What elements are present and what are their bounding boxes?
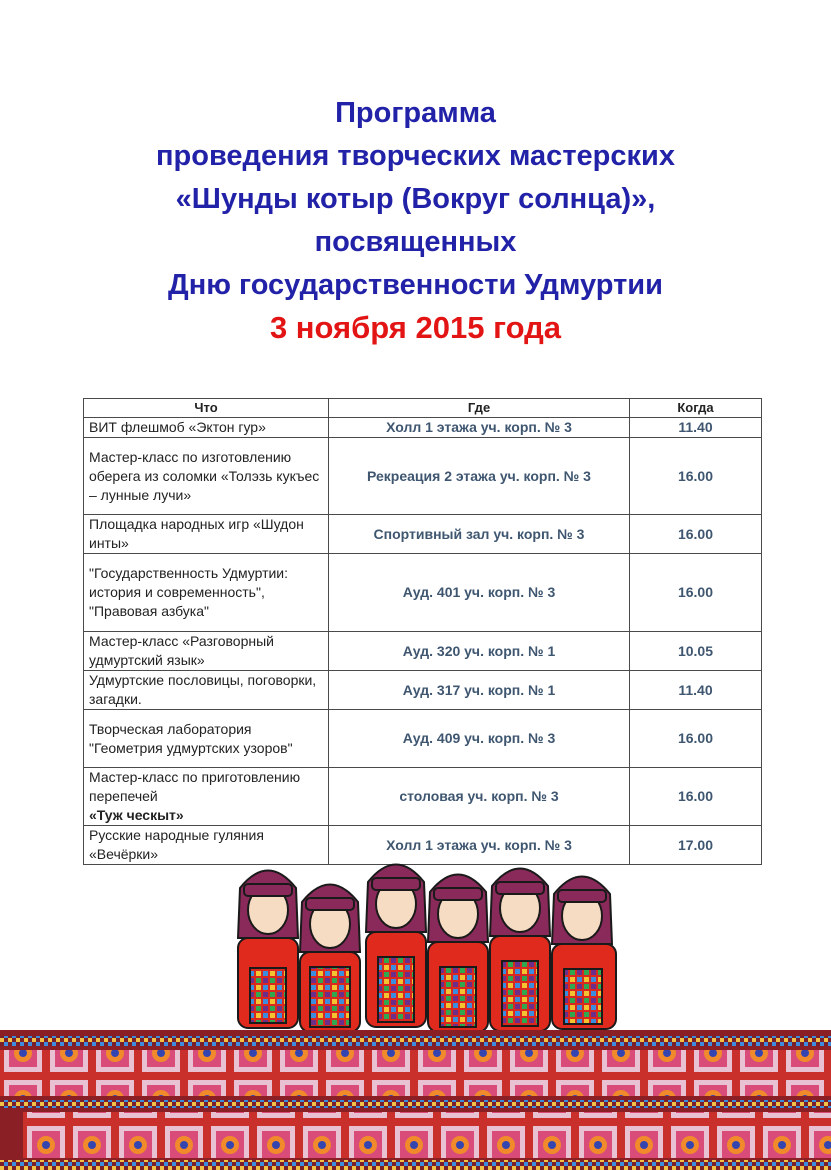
table-row — [84, 554, 762, 632]
cell-what: Русские народные гуляния «Вечёрки» — [84, 826, 329, 865]
table-row — [84, 632, 762, 671]
program-table — [83, 398, 762, 865]
folk-women-illustration — [220, 858, 640, 1038]
cell-when: 16.00 — [630, 768, 762, 826]
title-line-1: Программа — [335, 97, 496, 129]
cell-where: Ауд. 409 уч. корп. № 3 — [329, 710, 630, 768]
cell-where: Холл 1 этажа уч. корп. № 3 — [329, 418, 630, 438]
table-row — [84, 515, 762, 554]
column-header-what: Что — [84, 399, 329, 418]
cell-what: Площадка народных игр «Шудон инты» — [84, 515, 329, 554]
table-row — [84, 710, 762, 768]
folk-woman-figure — [428, 875, 488, 1033]
table-header-row — [84, 399, 762, 418]
cell-what: Мастер-класс по изготовлению оберега из соломки «Толэзь кукъес – лунные лучи» — [84, 438, 329, 515]
table-row — [84, 671, 762, 710]
folk-woman-figure — [238, 871, 298, 1029]
folk-woman-figure — [366, 865, 426, 1028]
column-header-where: Где — [329, 399, 630, 418]
cell-where: Холл 1 этажа уч. корп. № 3 — [329, 826, 630, 865]
cell-when: 16.00 — [630, 710, 762, 768]
folk-woman-figure — [490, 869, 550, 1032]
cell-what-text: Мастер-класс по приготовлению перепечей — [89, 769, 301, 804]
title-line-5: Дню государственности Удмуртии — [168, 269, 663, 301]
cell-what: "Государственность Удмуртии: история и современность", "Правовая азбука" — [84, 554, 329, 632]
cell-when: 11.40 — [630, 418, 762, 438]
folk-woman-figure — [552, 877, 616, 1030]
cell-where: Спортивный зал уч. корп. № 3 — [329, 515, 630, 554]
cell-what — [84, 768, 329, 826]
ornament-band — [0, 1030, 831, 1170]
cell-what-bold: «Туж ческыт» — [89, 807, 184, 823]
cell-where: Ауд. 401 уч. корп. № 3 — [329, 554, 630, 632]
cell-where: Ауд. 317 уч. корп. № 1 — [329, 671, 630, 710]
cell-what: Мастер-класс «Разговорный удмуртский язык» — [84, 632, 329, 671]
column-header-when: Когда — [630, 399, 762, 418]
cell-when: 16.00 — [630, 554, 762, 632]
cell-when: 11.40 — [630, 671, 762, 710]
cell-what: ВИТ флешмоб «Эктон гур» — [84, 418, 329, 438]
title-line-2: проведения творческих мастерских — [156, 140, 675, 172]
title-line-3: «Шунды котыр (Вокруг солнца)», — [175, 183, 656, 215]
table-row — [84, 768, 762, 826]
cell-when: 10.05 — [630, 632, 762, 671]
folk-woman-figure — [300, 885, 360, 1033]
event-date: 3 ноября 2015 года — [269, 310, 562, 345]
table-row — [84, 418, 762, 438]
cell-what: Удмуртские пословицы, поговорки, загадки. — [84, 671, 329, 710]
cell-where: столовая уч. корп. № 3 — [329, 768, 630, 826]
program-title — [0, 92, 831, 307]
title-line-4: посвященных — [314, 226, 517, 258]
table-row — [84, 438, 762, 515]
cell-when: 16.00 — [630, 515, 762, 554]
cell-when: 16.00 — [630, 438, 762, 515]
cell-where: Ауд. 320 уч. корп. № 1 — [329, 632, 630, 671]
cell-when: 17.00 — [630, 826, 762, 865]
cell-where: Рекреация 2 этажа уч. корп. № 3 — [329, 438, 630, 515]
cell-what: Творческая лаборатория "Геометрия удмуртских узоров" — [84, 710, 329, 768]
